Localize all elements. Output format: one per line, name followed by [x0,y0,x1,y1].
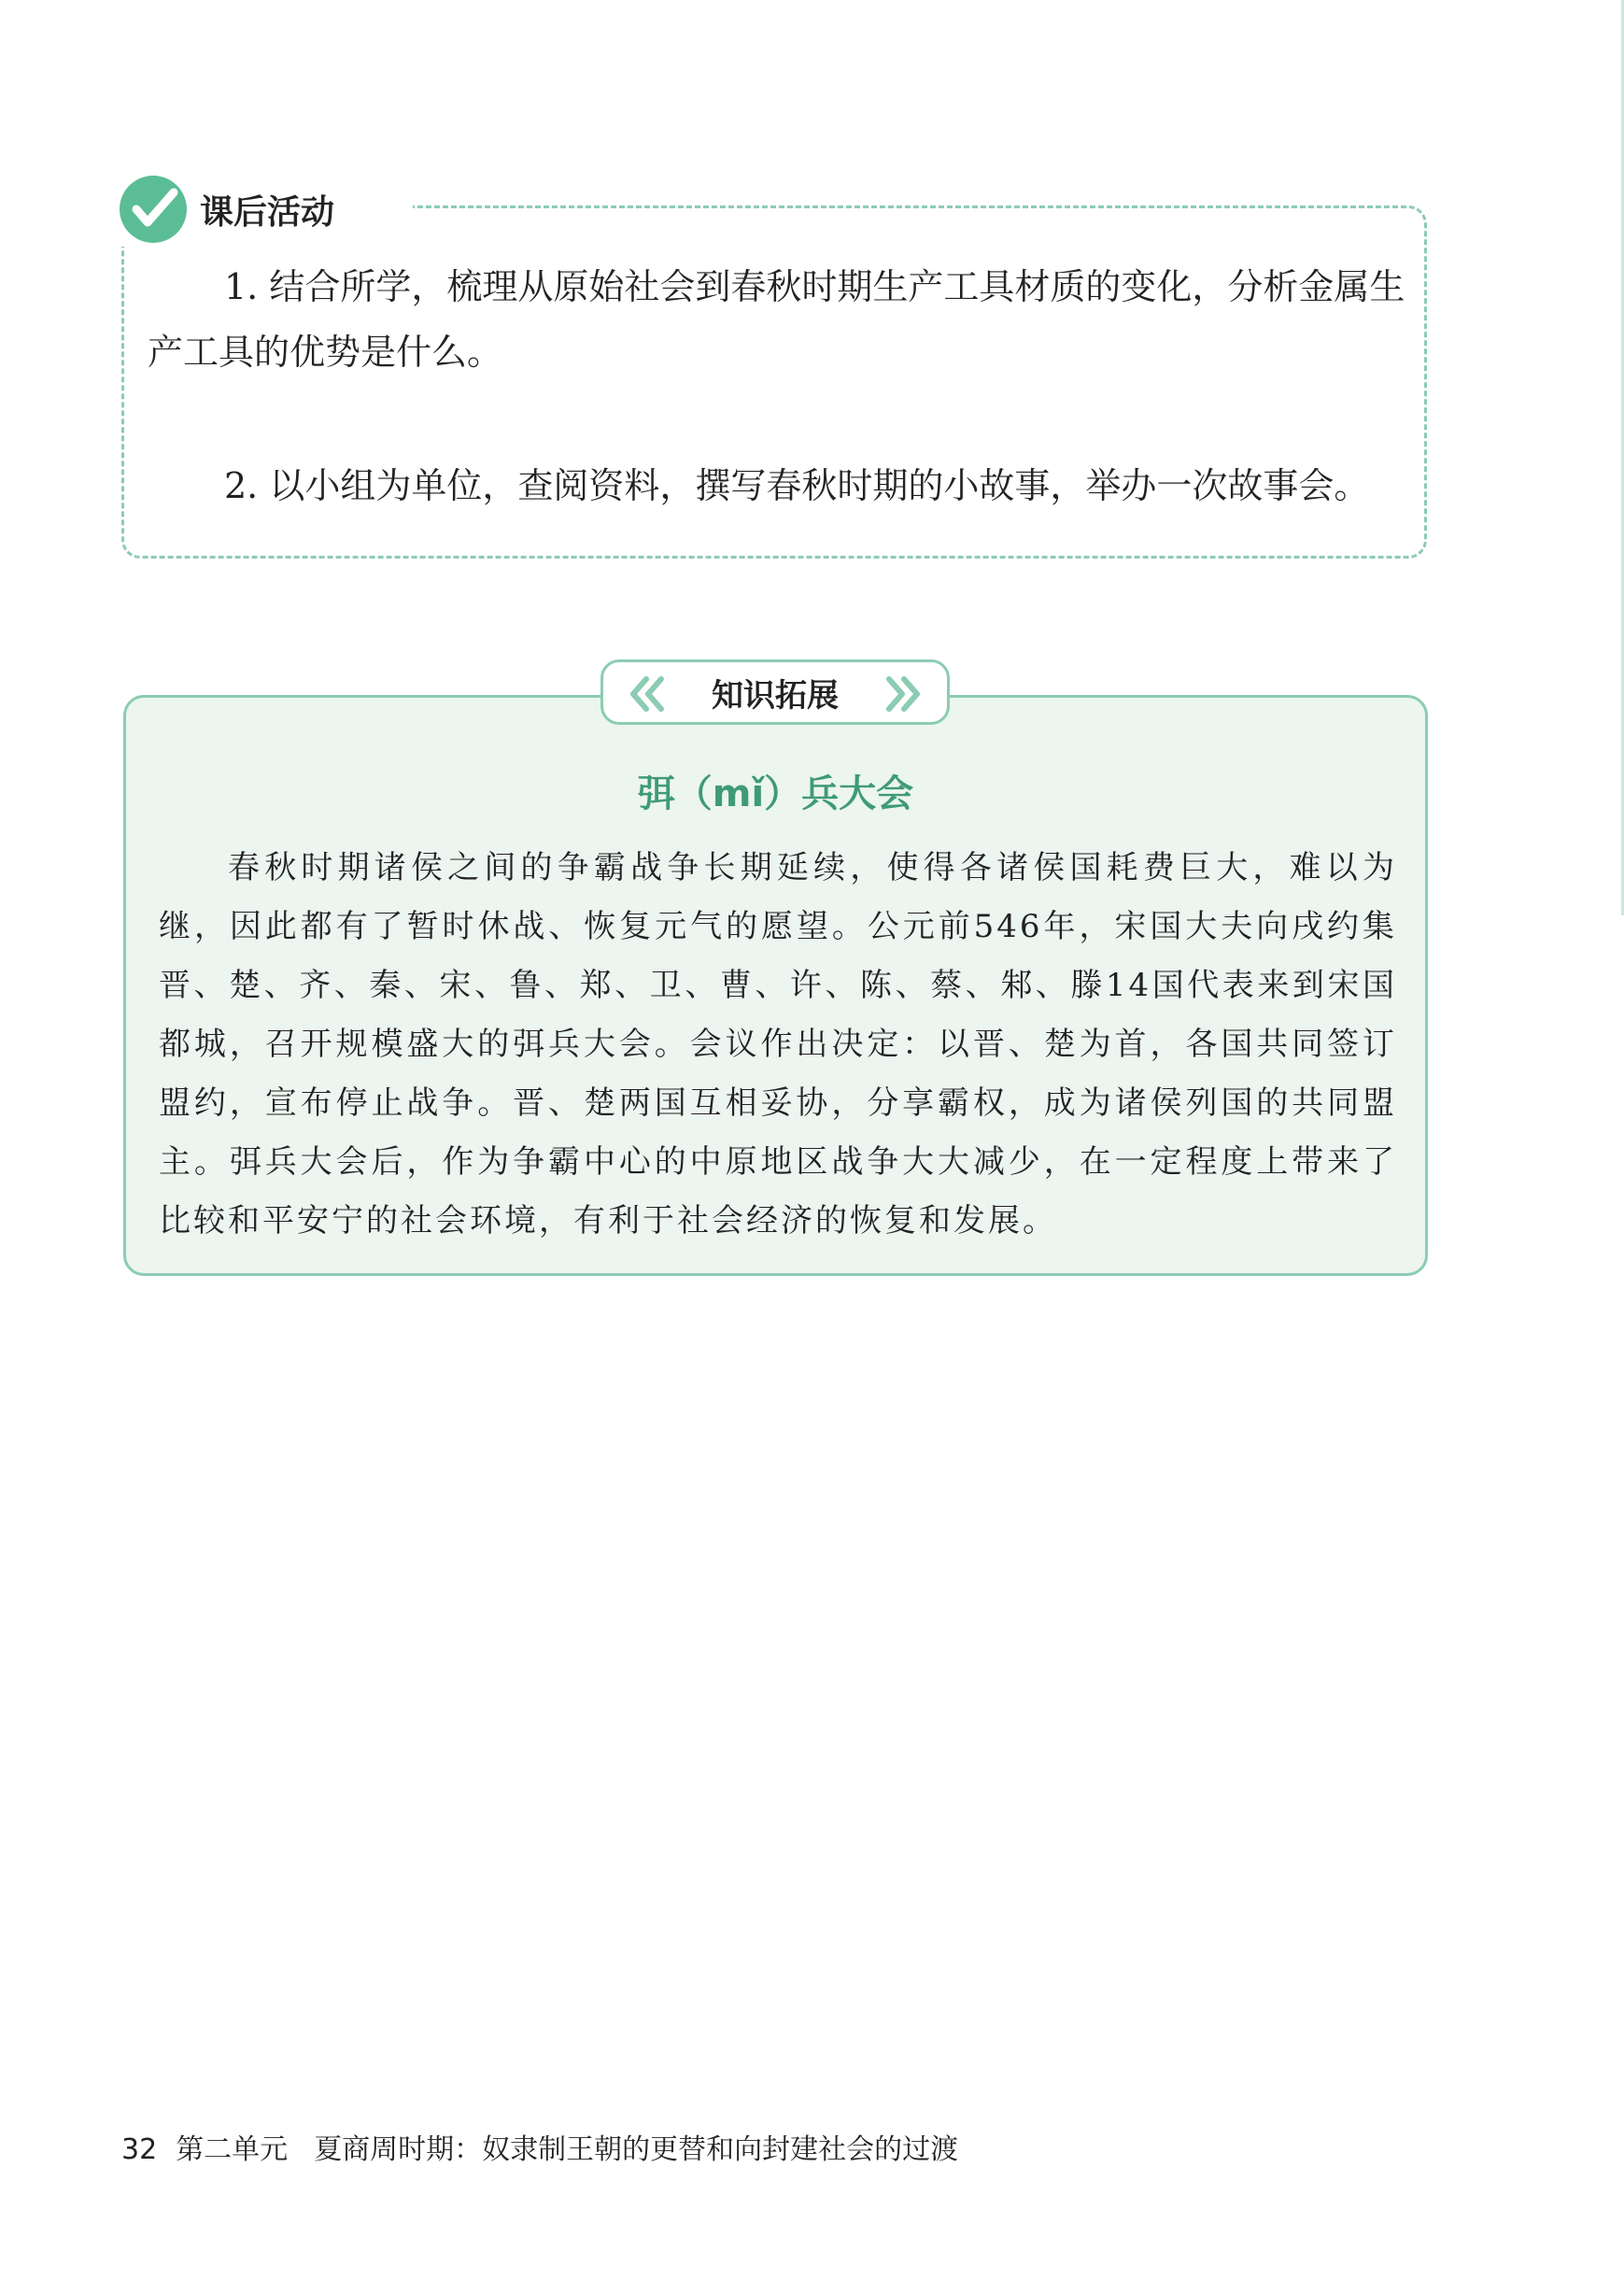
check-pencil-icon [120,176,187,243]
activity-title: 课后活动 [200,192,335,232]
activity-header [120,172,413,247]
knowledge-title: 弭（mǐ）兵大会 [637,772,914,815]
knowledge-body: 春秋时期诸侯之间的争霸战争长期延续，使得各诸侯国耗费巨大，难以为继，因此都有了暂时休战、恢复元气的愿望。公元前546年，宋国大夫向戌约集晋、楚、齐、秦、宋、鲁、郑、卫、曹、许、陈、蔡、邾、滕14国代表来到宋国都城，召开规模盛大的弭兵大会。会议作出决定：以晋、楚为首，各国共同签订盟约，宣布停止战争。晋、楚两国互相妥协，分享霸权，成为诸侯列国的共同盟主。弭兵大会后，作为争霸中心的中原地区战争大大减少，在一定程度上带来了比较和平安宁的社会环境，有利于社会经济的恢复和发展。 [159,849,1397,1240]
activity-question-2: 2. 以小组为单位，查阅资料，撰写春秋时期的小故事，举办一次故事会。 [224,465,1370,506]
activity-question-1: 1. 结合所学，梳理从原始社会到春秋时期生产工具材质的变化，分析金属生产工具的优势是什么。 [148,266,1405,373]
double-chevron-left-icon [626,675,667,713]
knowledge-tab [600,659,950,725]
knowledge-tab-label: 知识拓展 [712,676,839,715]
double-chevron-right-icon [883,675,925,713]
unit-label: 第二单元 [176,2133,289,2166]
unit-title: 夏商周时期：奴隶制王朝的更替和向封建社会的过渡 [314,2133,959,2166]
page-number: 32 [121,2133,158,2166]
page-footer [121,2126,958,2167]
